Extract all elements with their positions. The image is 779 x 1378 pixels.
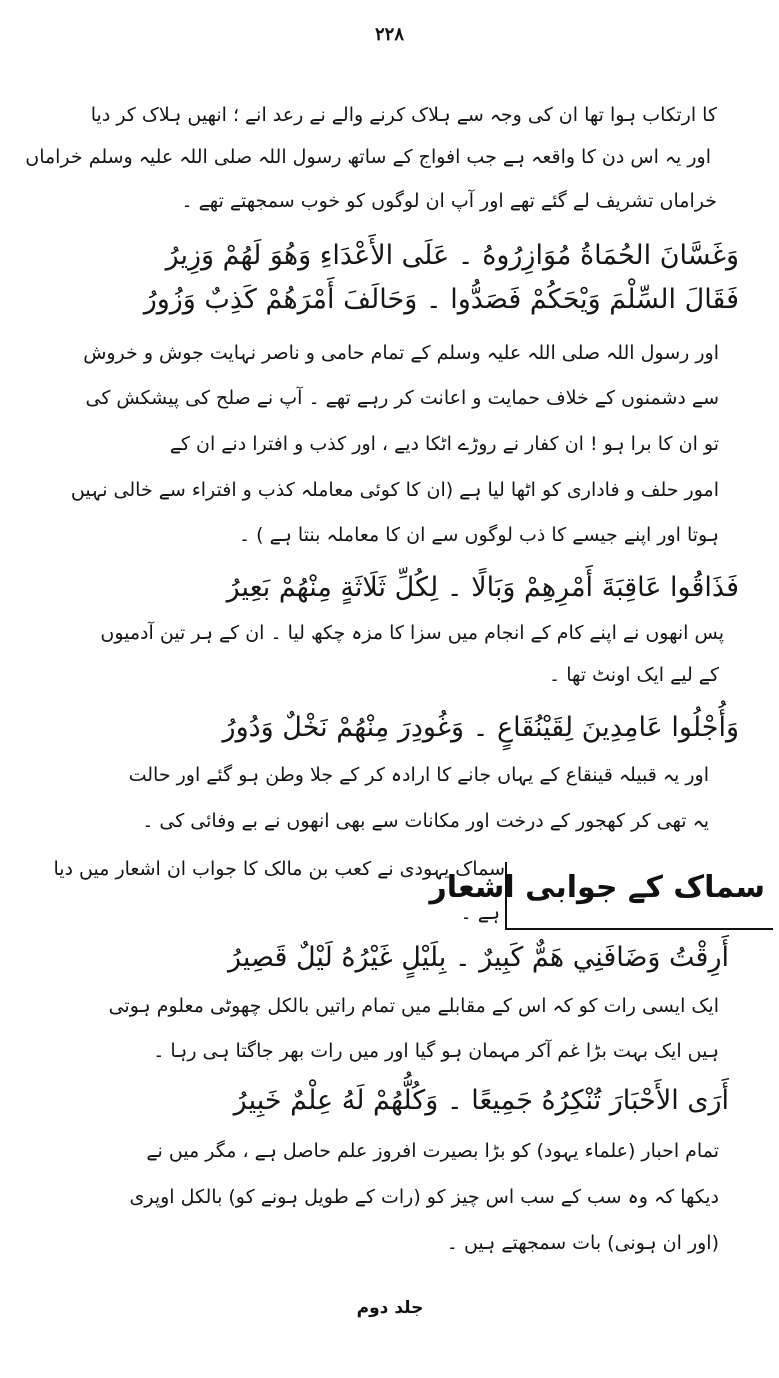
text-line: خراماں تشریف لے گئے تھے اور آپ ان لوگوں کو خوب سمجھتے تھے ۔: [181, 190, 717, 212]
text-line: ایک ایسی رات کو کہ اس کے مقابلے میں تمام راتیں بالکل چھوٹی معلوم ہوتی: [108, 995, 719, 1017]
text-line: ہوتا اور اپنے جیسے کا ذب لوگوں سے ان کا معاملہ بنتا ہے ) ۔: [238, 524, 719, 546]
text-line: سماک یہودی نے کعب بن مالک کا جواب ان اشعار میں دیا: [53, 858, 505, 880]
verse-line: وَغَسَّانَ الحُمَاةُ مُوَازِرُوهُ ۔ عَلَى الأَعْدَاءِ وَهُوَ لَهُمْ وَزِيرُ: [165, 240, 739, 271]
text-line: تمام احبار (علماء یہود) کو بڑا بصیرت افروز علم حاصل ہے ، مگر میں نے: [146, 1140, 719, 1162]
text-line: (اور ان ہونی) بات سمجھتے ہیں ۔: [446, 1232, 719, 1254]
verse-line: أَرِقْتُ وَضَافَنِي هَمٌّ كَبِيرٌ ۔ بِلَيْلٍ غَيْرُهُ لَيْلٌ قَصِيرُ: [228, 942, 729, 973]
text-line: یہ تھی کر کھجور کے درخت اور مکانات سے بھی انھوں نے بے وفائی کی ۔: [142, 810, 709, 832]
text-line: اور یہ اس دن کا واقعہ ہے جب افواج کے ساتھ رسول اللہ صلی اللہ علیہ وسلم خراماں: [25, 146, 711, 168]
text-line: تو ان کا برا ہو ! ان کفار نے روڑے اٹکا دیے ، اور کذب و افترا دنے ان کے: [169, 433, 719, 455]
text-line: اور یہ قبیلہ قینقاع کے یہاں جانے کا ارادہ کر کے جلا وطن ہو گئے اور حالت: [128, 764, 709, 786]
text-line: ہیں ایک بہت بڑا غم آکر مہمان ہو گیا اور میں رات بھر جاگتا ہی رہا ۔: [153, 1040, 719, 1062]
verse-line: فَقَالَ السِّلْمَ وَيْحَكُمْ فَصَدُّوا ۔ وَحَالَفَ أَمْرَهُمْ كَذِبٌ وَزُورُ: [143, 284, 739, 315]
text-line: اور رسول اللہ صلی اللہ علیہ وسلم کے تمام حامی و ناصر نہایت جوش و خروش: [83, 342, 719, 364]
text-line: پس انھوں نے اپنے کام کے انجام میں سزا کا مزہ چکھ لیا ۔ ان کے ہر تین آدمیوں: [100, 622, 724, 644]
verse-line: فَذَاقُوا عَاقِبَةَ أَمْرِهِمْ وَبَالًا ۔ لِكُلِّ ثَلَاثَةٍ مِنْهُمْ بَعِيرُ: [226, 572, 739, 603]
verse-line: أَرَى الأَحْبَارَ تُنْكِرُهُ جَمِيعًا ۔ وَكُلُّهُمْ لَهُ عِلْمٌ خَبِيرُ: [233, 1085, 729, 1116]
page-number: ۲۲۸: [374, 24, 404, 45]
verse-line: وَأُجْلُوا عَامِدِينَ لِقَيْنُقَاعٍ ۔ وَغُودِرَ مِنْهُمْ نَخْلٌ وَدُورُ: [222, 712, 739, 743]
text-line: کا ارتکاب ہوا تھا ان کی وجہ سے ہلاک کرنے والے نے رعد انے ؛ انھیں ہلاک کر دیا: [90, 104, 717, 126]
text-line: دیکھا کہ وہ سب کے سب اس چیز کو (رات کے طویل ہونے کو) بالکل اوپری: [129, 1186, 719, 1208]
volume-footer: جلد دوم: [356, 1298, 424, 1318]
text-line: کے لیے ایک اونٹ تھا ۔: [549, 664, 719, 686]
text-line: امور حلف و فاداری کو اٹھا لیا ہے (ان کا کوئی معاملہ کذب و افتراء سے خالی نہیں: [70, 479, 719, 501]
text-line: سے دشمنوں کے خلاف حمایت و اعانت کر رہے تھے ۔ آپ نے صلح کی پیشکش کی: [85, 387, 719, 409]
section-heading: سماک کے جوابی اشعار: [429, 870, 765, 905]
text-line: ہے ۔: [460, 902, 500, 924]
